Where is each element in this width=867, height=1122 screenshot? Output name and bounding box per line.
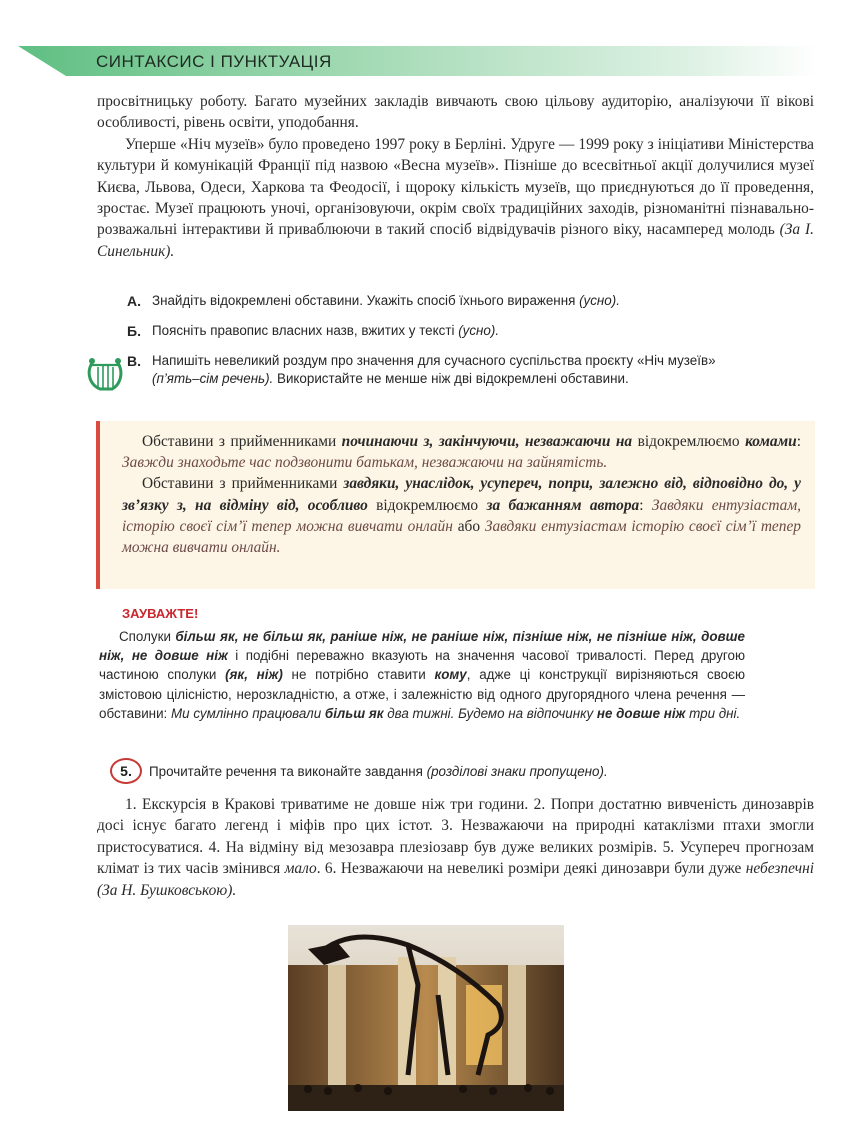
intro-text (97, 91, 814, 262)
note-text: Сполуки більш як, не більш як, раніше ніж, не раніше ніж, пізніше ніж, не пізніше ніж, довше ніж, не довше ніж і подібні переважно вказують на значення часової тривалості. Перед другою частиною сполуки (як, ніж) не потрібно ставити кому, адже ці конструкції вирізняються своєю змістовою цілісністю, нерозкладністю, а отже, і залежністю від одного другорядного члена речення — обставини: Ми сумлінно працювали більш як два тижні. Будемо на відпочинку не довше ніж три дні. (99, 629, 745, 721)
rule-paragraph-1: Обставини з прийменниками починаючи з, закінчуючи, незважаючи на відокремлюємо комами: Завжди знаходьте час подзвонити батькам, незважаючи на зайнятість. (122, 433, 802, 472)
intro-paragraph-1: просвітницьку роботу. Багато музейних закладів вивчають свою цільову аудиторію, аналізуючи її вікові особливості, рівень освіти, уподобання. (97, 93, 814, 132)
lyre-icon (84, 355, 126, 395)
page-section-title: СИНТАКСИС І ПУНКТУАЦІЯ (96, 52, 332, 71)
rule-paragraph-2: Обставини з прийменниками завдяки, унаслідок, усупереч, попри, залежно від, відповідно до, у зв’язку з, на відміну від, особливо відокремлюємо за бажанням автора: Завдяки ентузіастам, історію своєї сім’ї тепер можна вивчати онлайн або Завдяки ентузіастам історію своєї сім’ї тепер можна вивчати онлайн. (122, 475, 802, 557)
task-letter: В. (127, 353, 141, 369)
task-a: А. Знайдіть відокремлені обставини. Укажіть спосіб їхнього вираження (усно). (127, 293, 620, 309)
task-b: Б. Поясніть правопис власних назв, вжитих у тексті (усно). (127, 323, 500, 339)
exercise-sentences: 1. Екскурсія в Кракові триватиме не довше ніж три години. 2. Попри достатню вивченість динозаврів досі існує багато легенд і міфів про цих істот. 3. Незважаючи на природні катаклізми птахи змогли пристосуватися. 4. На відміну від мезозавра плезіозавр був дуже великих розмірів. 5. Усупереч прогнозам клімат із тих часів змінився мало. 6. Незважаючи на невеликі розміри деякі динозаври були дуже небезпечні (За Н. Бушковською). (97, 796, 814, 899)
task-c: В. Напишіть невеликий роздум про значення для сучасного суспільства проєкту «Ніч музеїв» (п’ять–сім речень). Використайте не менше ніж дві відокремлені обставини. (127, 353, 716, 386)
task-letter: А. (127, 293, 141, 309)
intro-paragraph-2: Уперше «Ніч музеїв» було проведено 1997 року в Берліні. Удруге — 1999 року з ініціативи Міністерства культури й комунікацій Франції під назвою «Весна музеїв». Пізніше до всесвітньої акції долучилися музеї Києва, Львова, Одеси, Харкова та Феодосії, і щороку кількість музеїв, що приєднуються до її проведення, зростає. Музеї працюють уночі, організовуючи, окрім своїх традиційних заходів, різноманітні пізнавально-розважальні інтерактиви й приваблюючи в такий спосіб відвідувачів різного віку, насамперед молодь (За І. Синельник). (97, 135, 814, 260)
task-letter: Б. (127, 323, 141, 339)
task-list (127, 292, 747, 400)
source-citation: (За І. Синельник). (97, 221, 814, 260)
exercise-number-badge: 5. (110, 758, 142, 784)
rule-box (96, 421, 815, 589)
exercise-5-header: 5. Прочитайте речення та виконайте завдання (розділові знаки пропущено). (110, 756, 750, 786)
museum-dinosaur-photo (288, 925, 564, 1111)
note-title: ЗАУВАЖТЕ! (122, 606, 199, 621)
